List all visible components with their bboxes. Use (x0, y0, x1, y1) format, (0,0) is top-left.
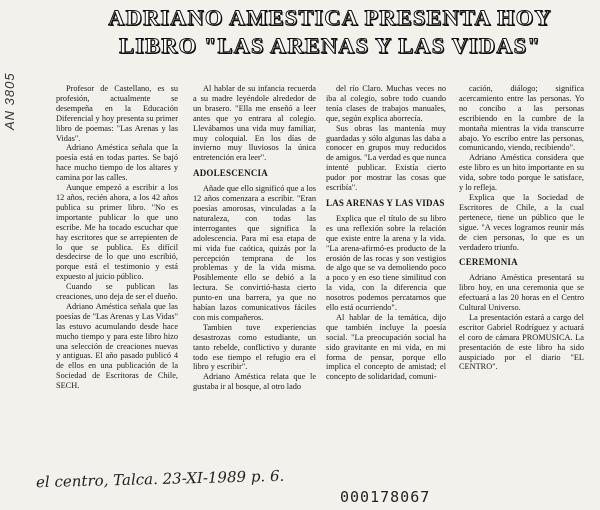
paragraph: La presentación estará a cargo del escritor Gabriel Rodríguez y actuará el coro de cámara PROMUSICA. La presentación de este libro ha sido auspiciado por el diario "EL CENTRO". (459, 312, 584, 372)
paragraph: Explica que el título de su libro es una reflexión sobre la relación que existe entre la arena y la vida. "La arena-afirmó-es producto de la erosión de las rocas y son vestigios de algo que se va demoliendo poco a poco y en eso tiene similitud con la vida, con la diferencia que nosotros podemos percatarnos que ello está ocurriendo". (326, 213, 446, 313)
subheading-ceremonia: CEREMONIA (459, 257, 518, 268)
paragraph: Adriano Améstica señala que las poesías de "Las Arenas y Las Vidas" las estuvo acumulando desde hace mucho tiempo y para este libro hizo una selección de creaciones nuevas y antiguas. El año pasado publicó 4 de ellos en una publicación de la Sociedad de Escritoras de Chile, SECH. (56, 301, 178, 391)
column-3 (326, 84, 446, 382)
handwritten-source-note: el centro, Talca. 23-XI-1989 p. 6. (35, 466, 285, 492)
headline-line-2: LIBRO "LAS ARENAS Y LAS VIDAS" (119, 33, 541, 58)
paragraph: Adriano Améstica considera que este libro es un hito importante en su vida, sobre todo porque le satisface, y lo refleja. (459, 153, 584, 193)
paragraph: del río Claro. Muchas veces no iba al colegio, sobre todo cuando tenía clases de trabajos manuales, que, según explica aborrecía. (326, 84, 446, 123)
paragraph: cación, diálogo; significa acercamiento entre las personas. Yo no concibo a las personas escribiendo en la cumbre de la montaña mientras la vida transcurre abajo. Yo escribo entre las personas, comunicando, viendo, recibiendo". (459, 84, 584, 153)
paragraph: Aunque empezó a escribir a los 12 años, recién ahora, a los 42 años publica su primer libro. "No es importante publicar lo que uno escribe. Me ha tocado escuchar que hay escritores que se arrepienten de lo que se publica. Es difícil desdecirse de lo que uno escribió, porque está el testimonio y está expuesto al juicio público. (56, 183, 178, 282)
paragraph: Explica que la Sociedad de Escritores de Chile, a la cual pertenece, tiene un público que le sigue. "A veces logramos reunir más de cien personas, lo que es un verdadero triunfo. (459, 192, 584, 252)
subheading-arenas-vidas: LAS ARENAS Y LAS VIDAS (326, 197, 445, 208)
paragraph: Añade que ello significó que a los 12 años comenzara a escribir. "Eran poesías amorosas, vinculadas a la naturaleza, con todas las interrogantes que significa la adolescencia. Para mí esa etapa de mi vida fue caótica, quizás por la percepción temprana de los problemas y de la vida misma. Posiblemente ello se debió a la lectura. Se convirtió-hasta cierto punto-en una barrera, ya que no habían lazos comunicativos fáciles con mis compañeros. (193, 184, 316, 322)
column-1 (56, 84, 178, 391)
paragraph: Profesor de Castellano, es su profesión, actualmente se desempeña en la Educación Diferencial y hoy presenta su primer libro de poemas: "Las Arenas y las Vidas". (56, 84, 178, 143)
paragraph: Sus obras las mantenía muy guardadas y sólo algunas las daba a conocer en grupos muy reducidos de amigos. "La verdad es que nunca intenté publicar. Existía cierto pudor por mostrar las cosas que escribía". (326, 123, 446, 193)
column-2 (193, 84, 316, 392)
article-headline (70, 4, 590, 66)
paragraph: Adriano Améstica presentará su libro hoy, en una ceremonia que se efectuará a las 20 horas en el Centro Cultural Universo. (459, 273, 584, 313)
subheading-adolescencia: ADOLESCENCIA (193, 168, 268, 179)
paragraph: Cuando se publican las creaciones, uno deja de ser el dueño. (56, 282, 178, 302)
paragraph: Adriano Améstica señala que la poesía está en todas partes. Se bajó hace mucho tiempo de los altares y camina por las calles. (56, 143, 178, 183)
paragraph: Al hablar de su infancia recuerda a su madre leyéndole alrededor de un brasero. "Ella me enseñó a leer antes que yo entrara al colegio. Llevábamos una vida muy familiar, muy coloquial. En los días de invierno muy lluviosos la única entretención era leer". (193, 84, 316, 163)
headline-line-1: ADRIANO AMESTICA PRESENTA HOY (108, 5, 552, 30)
archive-stamp: AN 3805 (2, 72, 17, 130)
catalog-number: 000178067 (340, 488, 431, 506)
paragraph: Tambien tuve experiencias desastrozas como estudiante, un tanto rebelde, conflictivo y durante todo ese tiempo el refugio era el libro y escribir". (193, 322, 316, 372)
paragraph: Al hablar de la temática, dijo que también incluye la poesía social. "La preocupación social ha sido gravitante en mi vida, en mi forma de pensar, porque ello implica el concepto de amistad; el concepto de solidaridad, comuni- (326, 312, 446, 382)
column-4 (459, 84, 584, 372)
paragraph: Adriano Améstica relata que le gustaba ir al bosque, al otro lado (193, 372, 316, 392)
